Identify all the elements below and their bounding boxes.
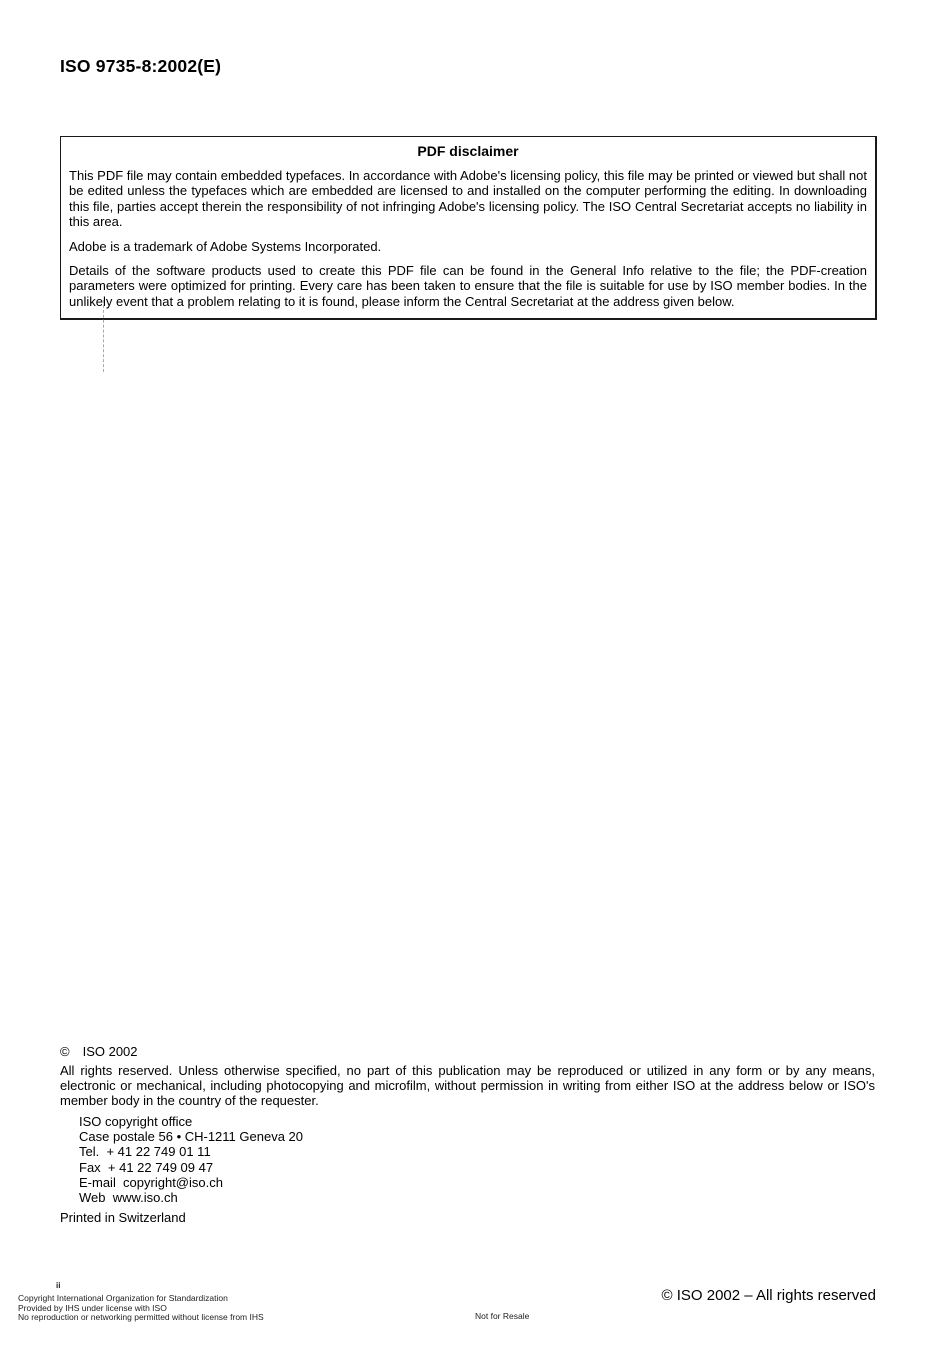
not-for-resale-label: Not for Resale [475, 1311, 530, 1321]
copyright-year-line [60, 1044, 138, 1059]
footer-page-number: ii [56, 1281, 61, 1290]
address-line-office: ISO copyright office [79, 1114, 193, 1129]
pdf-disclaimer-box [60, 136, 877, 320]
disclaimer-paragraph-2: Adobe is a trademark of Adobe Systems Incorporated. [69, 238, 382, 254]
footer-provider-block [18, 1294, 264, 1323]
disclaimer-paragraph-1: This PDF file may contain embedded typefaces. In accordance with Adobe's licensing policy, this file may be printed or viewed but shall not be edited unless the typefaces which are embedded are licensed to and installed on the computer performing the editing. In downloading this file, parties accept therein the responsibility of not infringing Adobe's licensing policy. The ISO Central Secretariat accepts no liability in this area. [69, 168, 867, 230]
copyright-year: ISO 2002 [82, 1044, 138, 1059]
footer-provider-line-1: Copyright International Organization for Standardization [18, 1293, 228, 1303]
footer-provider-line-3: No reproduction or networking permitted without license from IHS [18, 1312, 264, 1323]
footer-provider-line-2: Provided by IHS under license with ISO [18, 1302, 167, 1313]
address-line-postal: Case postale 56 • CH-1211 Geneva 20 [79, 1129, 304, 1145]
footer-rights-label: © ISO 2002 – All rights reserved [661, 1287, 876, 1304]
iso-address-block [79, 1114, 303, 1205]
address-line-web: Web www.iso.ch [79, 1190, 178, 1206]
rights-reserved-paragraph: All rights reserved. Unless otherwise specified, no part of this publication may be reproduced or utilized in any form or by any means, electronic or mechanical, including photocopying and microfilm, without permission in writing from either ISO at the address below or ISO's member body in the country of the requester. [60, 1063, 875, 1109]
disclaimer-title: PDF disclaimer [417, 143, 519, 159]
address-line-tel: Tel. + 41 22 749 01 11 [79, 1144, 211, 1160]
printed-in-label: Printed in Switzerland [60, 1210, 186, 1225]
address-line-email: E-mail copyright@iso.ch [79, 1174, 223, 1190]
address-line-fax: Fax + 41 22 749 09 47 [79, 1159, 214, 1175]
scan-artifact-dotted-line [103, 300, 104, 372]
page-title: ISO 9735-8:2002(E) [60, 56, 222, 76]
copyright-symbol: © [60, 1044, 70, 1059]
disclaimer-paragraph-3: Details of the software products used to create this PDF file can be found in the General Info relative to the file; the PDF-creation parameters were optimized for printing. Every care has been taken to ensure that the file is suitable for use by ISO member bodies. In the unlikely event that a problem relating to it is found, please inform the Central Secretariat at the address given below. [69, 263, 867, 309]
